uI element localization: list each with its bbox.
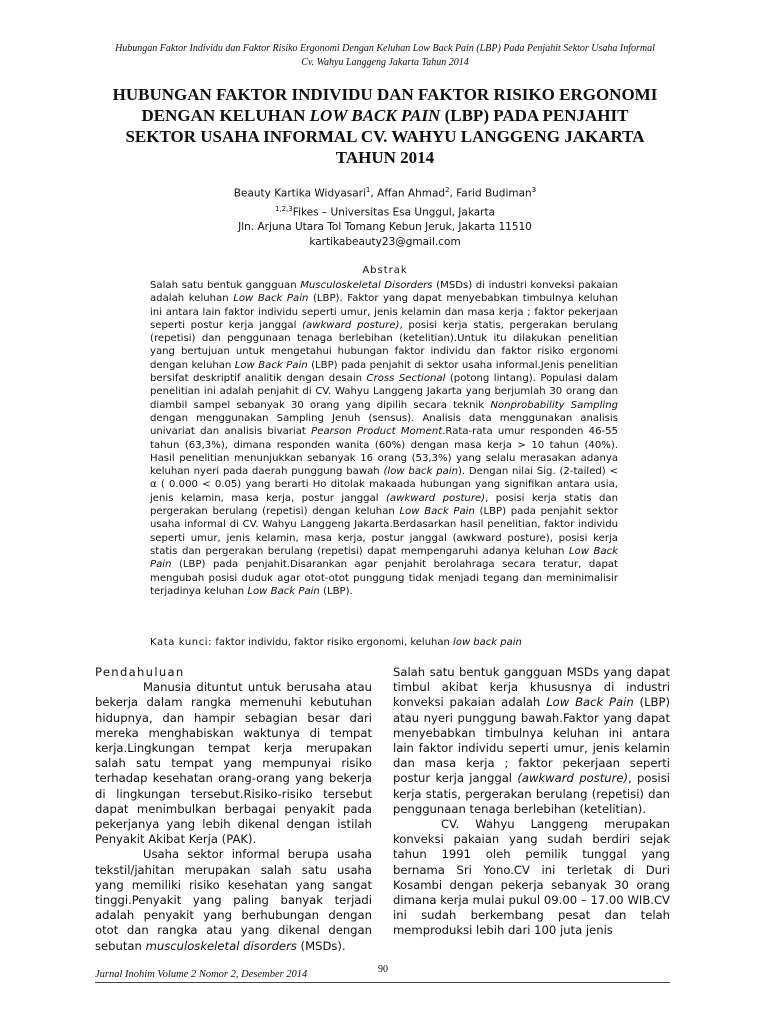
running-header-line2: Cv. Wahyu Langgeng Jakarta Tahun 2014 <box>301 57 469 68</box>
right-paragraph-2: CV. Wahyu Langgeng merupakan konveksi pakaian yang sudah berdiri sejak tahun 1991 oleh pemilik tunggal yang bernama Sri Yono.CV ini terletak di Duri Kosambi dengan pekerja sebanyak 30 orang dimana kerja mulai pukul 09.00 – 17.00 WIB.CV ini sudah berkembang pesat dan telah memproduksi lebih dari 100 juta jenis <box>393 817 670 938</box>
paper-title <box>90 84 680 168</box>
keywords-label: Kata kunci: <box>150 637 213 648</box>
affiliation-sup: 1,2,3 <box>274 204 293 213</box>
abstract-text: .Rata-rata umur responden 46-55 tahun (63,3%), dimana responden wanita (60%) dengan masa kerja > 10 tahun (40%). Hasil penelitian menunjukkan sebanyak 16 orang (53,3%) yang selalu merasakan adanya keluhan nyeri pada daerah punggung bawah <box>150 426 618 478</box>
title-line3: SEKTOR USAHA INFORMAL CV. WAHYU LANGGENG JAKARTA <box>125 127 645 146</box>
abstract-italic: Nonprobability Sampling <box>490 399 619 411</box>
abstract-text: , posisi kerja statis, pergerakan berulang (repetisi) dan penggunaan tenaga berlebihan (ketelitian).Untuk itu dilakukan penelitian yang bertujuan untuk mengetahui hubungan faktor individu dan faktor risiko ergonomi dengan keluhan <box>150 319 618 371</box>
abstract-text: (LBP). Faktor yang dapat menyebabkan timbulnya keluhan ini antara lain faktor individu seperti umur, jenis kelamin dan masa kerja ; faktor pekerjaan seperti postur kerja janggal <box>150 293 618 331</box>
abstract-italic: Low Back Pain <box>233 293 309 305</box>
running-header <box>80 42 690 70</box>
author-names <box>150 183 620 202</box>
right-paragraph-1-text: Salah satu bentuk gangguan MSDs yang dapat timbul akibat kerja khususnya di industri konveksi pakaian adalah <box>393 665 670 710</box>
abstract-italic: Low Back Pain <box>247 585 320 597</box>
intro-paragraph-2 <box>95 847 372 953</box>
page-number: 90 <box>378 964 388 975</box>
right-paragraph-1-text: (LBP) atau nyeri punggung bawah.Faktor yang dapat menyebabkan timbulnya keluhan ini antara lain faktor individu seperti umur, jenis kelamin dan masa kerja ; faktor pekerjaan seperti postur kerja janggal <box>393 695 671 786</box>
title-line2 <box>90 105 680 126</box>
abstract-text: (MSDs) di industri konveksi pakaian adalah keluhan <box>150 280 618 305</box>
abstract-italic: Low Back Pain <box>150 545 618 571</box>
title-line2-post: (LBP) PADA PENJAHIT <box>440 106 629 125</box>
abstract-italic: (low back pain <box>383 466 458 478</box>
right-paragraph-1 <box>393 665 670 817</box>
running-header-line1: Hubungan Faktor Individu dan Faktor Risiko Ergonomi Dengan Keluhan Low Back Pain (LBP) Pada Penjahit Sektor Usaha Informal <box>115 43 655 54</box>
abstract-text: (LBP) pada penjahit.Disarankan agar penjahit berolahraga secara teratur, dapat mengubah posisi duduk agar otot-otot punggung tidak menjadi tegang dan meminimalisir terjadinya keluhan <box>150 559 618 597</box>
right-paragraph-1-italic: Low Back Pain <box>546 695 634 710</box>
left-column <box>95 665 372 954</box>
abstract-heading: Abstrak <box>362 265 408 276</box>
title-line2-pre: DENGAN KELUHAN <box>141 106 310 125</box>
footer-divider <box>95 982 670 983</box>
abstract-text: (LBP) pada penjahit di sektor usaha informal.Jenis penelitian bersifat deskriptif analitik dengan desain <box>150 359 618 385</box>
author-3-sup: 3 <box>531 186 537 194</box>
keywords-text: faktor individu, faktor risiko ergonomi, keluhan <box>212 637 454 648</box>
intro-paragraph-1: Manusia dituntut untuk berusaha atau bekerja dalam rangka memenuhi kebutuhan hidupnya, dan hampir sebagian besar dari mereka menghabiskan waktunya di tempat kerja.Lingkungan tempat kerja merupakan salah satu tempat yang mempunyai risiko terhadap kesehatan orang-orang yang bekerja di lingkungan tersebut.Risiko-risiko tersebut dapat menimbulkan berbagai penyakit pada pekerjanya yang lebih dikenal dengan istilah Penyakit Akibat Kerja (PAK). <box>95 680 372 847</box>
abstract-text: dengan menggunakan Sampling Jenuh (sensus). Analisis data menggunakan analisis univariat dan analisis bivariat <box>150 412 618 438</box>
abstract-italic: (awkward posture) <box>302 319 400 331</box>
author-block <box>150 183 620 250</box>
keywords-italic: low back pain <box>453 637 522 648</box>
address: Jln. Arjuna Utara Tol Tomang Kebun Jeruk, Jakarta 11510 <box>238 221 532 233</box>
abstract-italic: Musculoskeletal Disorders <box>300 280 433 291</box>
author-1-sup: 1 <box>365 186 371 194</box>
abstract-text: Salah satu bentuk gangguan <box>150 280 301 291</box>
section-heading-pendahuluan: Pendahuluan <box>95 665 185 679</box>
title-line4: TAHUN 2014 <box>335 148 435 167</box>
abstract-italic: (awkward posture) <box>385 492 486 504</box>
title-line1: HUBUNGAN FAKTOR INDIVIDU DAN FAKTOR RISIKO ERGONOMI <box>112 85 658 104</box>
right-paragraph-1-italic: (awkward posture) <box>517 771 629 786</box>
author-2: , Affan Ahmad <box>370 187 446 200</box>
abstract-italic: Low Back Pain <box>399 506 475 518</box>
abstract-text: (LBP) pada penjahit sektor usaha informal di CV. Wahyu Langgeng Jakarta.Berdasarkan hasil penelitian, faktor individu seperti umur, jenis kelamin, masa kerja, postur janggal (awkward posture), posisi kerja statis dan pergerakan berulang (repetisi) dapat mempengaruhi adanya keluhan <box>150 506 619 557</box>
affiliation <box>150 202 620 221</box>
right-paragraph-1-text: , posisi kerja statis, pergerakan berulang (repetisi) dan penggunaan tenaga berlebihan (ketelitian). <box>393 771 671 816</box>
abstract-italic: Pearson Product Moment <box>311 426 443 438</box>
abstract-text: (potong lintang). Populasi dalam penelitian ini adalah penjahit di CV. Wahyu Langgeng Jakarta yang berjumlah 30 orang dan diambil sampel sebanyak 30 orang yang dipilih secara teknik <box>150 373 618 411</box>
footer-journal: Jurnal Inohim Volume 2 Nomor 2, Desember 2014 <box>95 969 308 980</box>
abstract-text: ). Dengan nilai Sig. (2-tailed) < α ( 0.000 < 0.05) yang berarti Ho ditolak makaada hubungan yang signifikan antara usia, jenis kelamin, masa kerja, postur janggal <box>150 466 618 504</box>
abstract-text: , posisi kerja statis dan pergerakan berulang (repetisi) dengan keluhan <box>150 492 618 518</box>
author-1: Beauty Kartika Widyasari <box>233 187 366 200</box>
intro-paragraph-2-italic: musculoskeletal disorders <box>145 938 297 953</box>
intro-paragraph-2-text: Usaha sektor informal berupa usaha tekstil/jahitan merupakan salah satu usaha yang memiliki risiko kesehatan yang sangat tinggi.Penyakit yang paling banyak terjadi adalah penyakit yang berhubungan dengan otot dan rangka atau yang dikenal dengan sebutan <box>95 847 372 953</box>
abstract-text: (LBP). <box>319 585 353 597</box>
author-3: , Farid Budiman <box>449 187 532 200</box>
author-2-sup: 2 <box>445 186 450 194</box>
abstract-italic: Cross Sectional <box>366 373 446 385</box>
abstract-italic: Low Back Pain <box>234 359 308 371</box>
abstract-body <box>150 279 618 598</box>
right-column <box>393 665 670 939</box>
title-line2-italic: LOW BACK PAIN <box>309 106 441 125</box>
keywords <box>150 637 620 648</box>
intro-paragraph-2-end: (MSDs). <box>296 938 346 953</box>
email[interactable]: kartikabeauty23@gmail.com <box>309 236 461 248</box>
affiliation-text: Fikes – Universitas Esa Unggul, Jakarta <box>292 206 496 218</box>
